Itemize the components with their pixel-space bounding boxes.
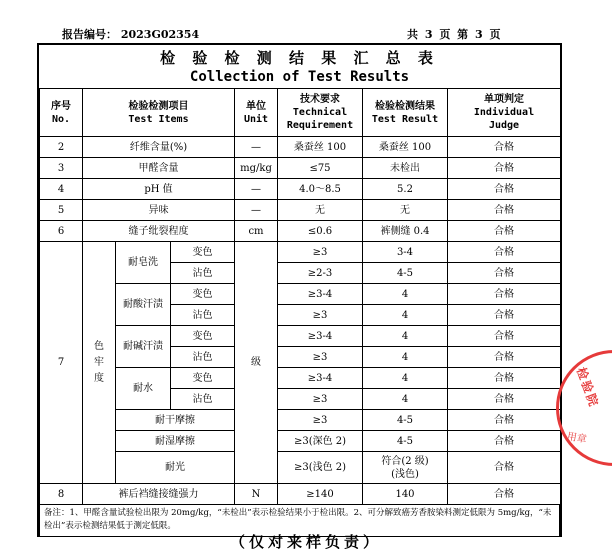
row-unit: N: [235, 484, 278, 505]
row-judge: 合格: [448, 326, 561, 347]
results-table: [39, 88, 561, 505]
row-result: 4: [363, 305, 448, 326]
table-row: [40, 221, 561, 242]
row-result: 3-4: [363, 242, 448, 263]
subitem-name: 耐酸汗渍: [116, 284, 171, 326]
subitem-name: 耐碱汗渍: [116, 326, 171, 368]
row-judge: 合格: [448, 305, 561, 326]
row-req: ≥3-4: [278, 284, 363, 305]
row-result: 裤侧缝 0.4: [363, 221, 448, 242]
row-result: 4-5: [363, 410, 448, 431]
col-req-header: 技术要求 Technical Requirement: [278, 89, 363, 137]
row-result: 5.2: [363, 179, 448, 200]
table-row: [40, 452, 561, 473]
row-result: 符合(2 级) (浅色): [363, 452, 448, 484]
subitem-kind: 沾色: [171, 263, 235, 284]
table-row: [40, 284, 561, 305]
row-result: 无: [363, 200, 448, 221]
row-no: 6: [40, 221, 83, 242]
row-item: 缝子纰裂程度: [83, 221, 235, 242]
table-row: [40, 410, 561, 431]
row-unit: mg/kg: [235, 158, 278, 179]
subitem-name: 耐湿摩擦: [116, 431, 235, 452]
remarks-note: 备注：1、甲醛含量试验检出限为 20mg/kg，“未检出”表示检验结果小于检出限。2、可分解致癌芳香胺染料测定低限为 5mg/kg，“未检出”表示检测结果低于测定低限。: [39, 505, 560, 537]
report-number: 报告编号： 2023G02354: [62, 28, 200, 41]
title-english: Collection of Test Results: [189, 69, 410, 85]
subitem-kind: 沾色: [171, 347, 235, 368]
row-req: 无: [278, 200, 363, 221]
table-row: [40, 484, 561, 505]
row-req: ≥3: [278, 410, 363, 431]
row-judge: 合格: [448, 284, 561, 305]
row-no: 2: [40, 137, 83, 158]
row-unit: 级: [235, 242, 278, 484]
row-req: ≥3: [278, 242, 363, 263]
row-judge: 合格: [448, 263, 561, 284]
subitem-name: 耐水: [116, 368, 171, 410]
row-item: 裤后裆缝接缝强力: [83, 484, 235, 505]
subitem-kind: 变色: [171, 284, 235, 305]
table-row: [40, 326, 561, 347]
seal-text: 检验院: [573, 365, 602, 410]
row-req: ≥3-4: [278, 326, 363, 347]
row-judge: 合格: [448, 179, 561, 200]
row-req: ≥3(深色 2): [278, 431, 363, 452]
row-item: 异味: [83, 200, 235, 221]
results-sheet: [37, 43, 562, 537]
row-result: 4: [363, 326, 448, 347]
subitem-name: 耐皂洗: [116, 242, 171, 284]
row-no: 3: [40, 158, 83, 179]
title-chinese: 检 验 检 测 结 果 汇 总 表: [160, 49, 439, 67]
row-judge: 合格: [448, 389, 561, 410]
row-result: 桑蚕丝 100: [363, 137, 448, 158]
row-judge: 合格: [448, 221, 561, 242]
table-row: [40, 200, 561, 221]
row-result: 4: [363, 347, 448, 368]
row-unit: —: [235, 200, 278, 221]
row-req: ≤75: [278, 158, 363, 179]
subitem-kind: 变色: [171, 242, 235, 263]
row-judge: 合格: [448, 452, 561, 484]
row-result: 4-5: [363, 431, 448, 452]
subitem-kind: 变色: [171, 368, 235, 389]
row-item: pH 值: [83, 179, 235, 200]
row-result: 4: [363, 368, 448, 389]
row-unit: —: [235, 179, 278, 200]
row-judge: 合格: [448, 137, 561, 158]
row-req: 4.0～8.5: [278, 179, 363, 200]
col-result-header: 检验检测结果 Test Result: [363, 89, 448, 137]
table-row: [40, 137, 561, 158]
row-judge: 合格: [448, 368, 561, 389]
row-result: 4: [363, 284, 448, 305]
row-judge: 合格: [448, 200, 561, 221]
col-unit-header: 单位 Unit: [235, 89, 278, 137]
table-row: [40, 431, 561, 452]
row-judge: 合格: [448, 158, 561, 179]
row-req: ≥3: [278, 347, 363, 368]
row-req: ≥3-4: [278, 368, 363, 389]
subitem-kind: 变色: [171, 326, 235, 347]
row-req: 桑蚕丝 100: [278, 137, 363, 158]
row-req: ≥3: [278, 389, 363, 410]
row-result: 4-5: [363, 263, 448, 284]
row-no: 5: [40, 200, 83, 221]
row-req: ≥3(浅色 2): [278, 452, 363, 484]
subitem-kind: 沾色: [171, 305, 235, 326]
row-req: ≤0.6: [278, 221, 363, 242]
col-judge-header: 单项判定 Individual Judge: [448, 89, 561, 137]
row-no: 4: [40, 179, 83, 200]
bottom-caption: （仅对来样负责）: [229, 533, 382, 551]
row-result: 4: [363, 389, 448, 410]
table-row: [40, 158, 561, 179]
subitem-name: 耐光: [116, 452, 235, 484]
row-no: 8: [40, 484, 83, 505]
subitem-name: 耐干摩擦: [116, 410, 235, 431]
col-seq-header: 序号 No.: [40, 89, 83, 137]
row-req: ≥2-3: [278, 263, 363, 284]
row-judge: 合格: [448, 484, 561, 505]
row-no: 7: [40, 242, 83, 484]
row-unit: —: [235, 137, 278, 158]
row-req: ≥3: [278, 305, 363, 326]
color-fastness-label: 色 牢 度: [83, 242, 116, 484]
table-row: [40, 242, 561, 263]
subitem-kind: 沾色: [171, 389, 235, 410]
table-header-row: [40, 89, 561, 137]
table-row: [40, 368, 561, 389]
col-items-header: 检验检测项目 Test Items: [83, 89, 235, 137]
row-req: ≥140: [278, 484, 363, 505]
seal-text: 用章: [565, 431, 588, 446]
row-judge: 合格: [448, 347, 561, 368]
row-judge: 合格: [448, 242, 561, 263]
row-judge: 合格: [448, 410, 561, 431]
table-row: [40, 179, 561, 200]
row-item: 甲醛含量: [83, 158, 235, 179]
inspection-seal-stamp: [556, 350, 612, 466]
row-unit: cm: [235, 221, 278, 242]
page-indicator: 共 3 页 第 3 页: [407, 28, 501, 41]
row-judge: 合格: [448, 431, 561, 452]
row-item: 纤维含量(%): [83, 137, 235, 158]
row-result: 140: [363, 484, 448, 505]
row-result: 未检出: [363, 158, 448, 179]
